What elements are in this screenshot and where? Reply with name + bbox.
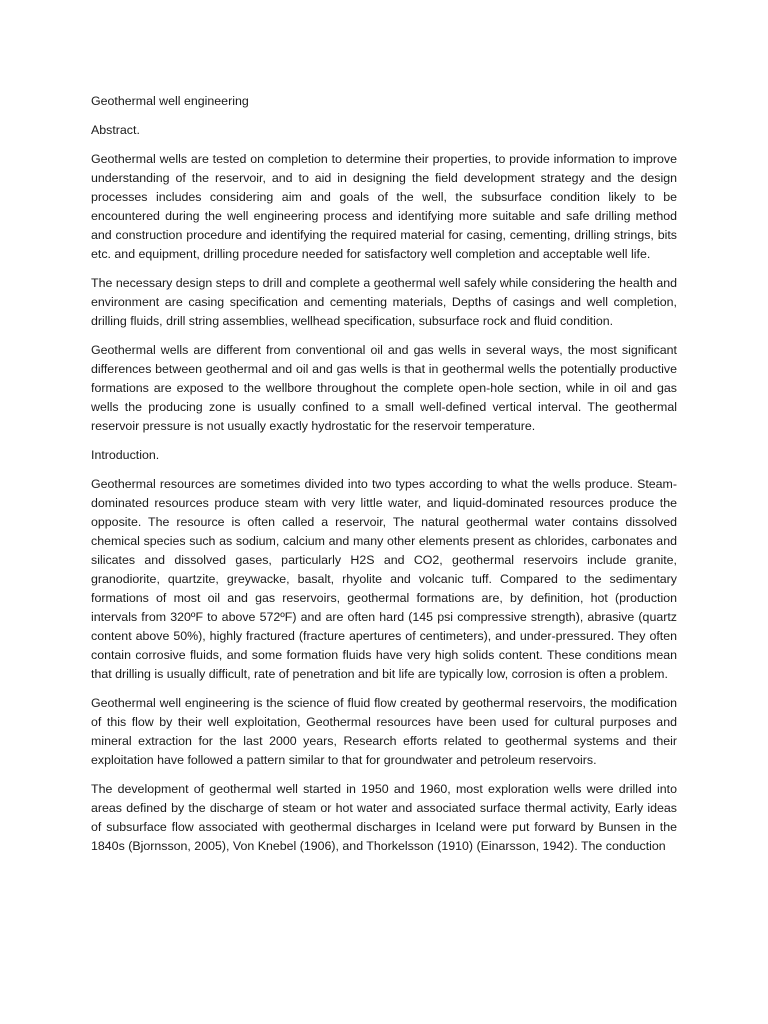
document-page (91, 92, 677, 856)
introduction-paragraph: Geothermal well engineering is the science of fluid flow created by geothermal reservoirs, the modification of this flow by their well exploitation, Geothermal resources have been used for cultural purposes and mineral extraction for the last 2000 years, Research efforts related to geothermal systems and their exploitation have followed a pattern similar to that for groundwater and petroleum reservoirs. (91, 696, 677, 767)
document-title: Geothermal well engineering (91, 94, 249, 108)
introduction-paragraph: The development of geothermal well started in 1950 and 1960, most exploration wells were drilled into areas defined by the discharge of steam or hot water and associated surface thermal activity, Early ideas of subsurface flow associated with geothermal discharges in Iceland were put forward by Bunsen in the 1840s (Bjornsson, 2005), Von Knebel (1906), and Thorkelsson (1910) (Einarsson, 1942). The conduction (91, 782, 677, 853)
introduction-paragraph: Geothermal resources are sometimes divided into two types according to what the wells produce. Steam-dominated resources produce steam with very little water, and liquid-dominated resources produce the opposite. The resource is often called a reservoir, The natural geothermal water contains dissolved chemical species such as sodium, calcium and many other elements present as chlorides, carbonates and silicates and dissolved gases, particularly H2S and CO2, geothermal reservoirs include granite, granodiorite, quartzite, greywacke, basalt, rhyolite and volcanic tuff. Compared to the sedimentary formations of most oil and gas reservoirs, geothermal formations are, by definition, hot (production intervals from 320ºF to above 572ºF) and are often hard (145 psi compressive strength), abrasive (quartz content above 50%), highly fractured (fracture apertures of centimeters), and under-pressured. They often contain corrosive fluids, and some formation fluids have very high solids content. These conditions mean that drilling is usually difficult, rate of penetration and bit life are typically low, corrosion is often a problem. (91, 477, 677, 681)
abstract-paragraph: The necessary design steps to drill and complete a geothermal well safely while considering the health and environment are casing specification and cementing materials, Depths of casings and well completion, drilling fluids, drill string assemblies, wellhead specification, subsurface rock and fluid condition. (91, 276, 677, 328)
abstract-paragraph: Geothermal wells are tested on completion to determine their properties, to provide information to improve understanding of the reservoir, and to aid in designing the field development strategy and the design processes includes considering aim and goals of the well, the subsurface condition likely to be encountered during the well engineering process and identifying more suitable and safe drilling method and construction procedure and identifying the required material for casing, cementing, drilling strings, bits etc. and equipment, drilling procedure needed for satisfactory well completion and acceptable well life. (91, 152, 677, 261)
abstract-paragraph: Geothermal wells are different from conventional oil and gas wells in several ways, the most significant differences between geothermal and oil and gas wells is that in geothermal wells the potentially productive formations are exposed to the wellbore throughout the complete open-hole section, while in oil and gas wells the producing zone is usually confined to a small well-defined vertical interval. The geothermal reservoir pressure is not usually exactly hydrostatic for the reservoir temperature. (91, 343, 677, 433)
abstract-heading: Abstract. (91, 123, 140, 137)
introduction-heading: Introduction. (91, 448, 160, 462)
